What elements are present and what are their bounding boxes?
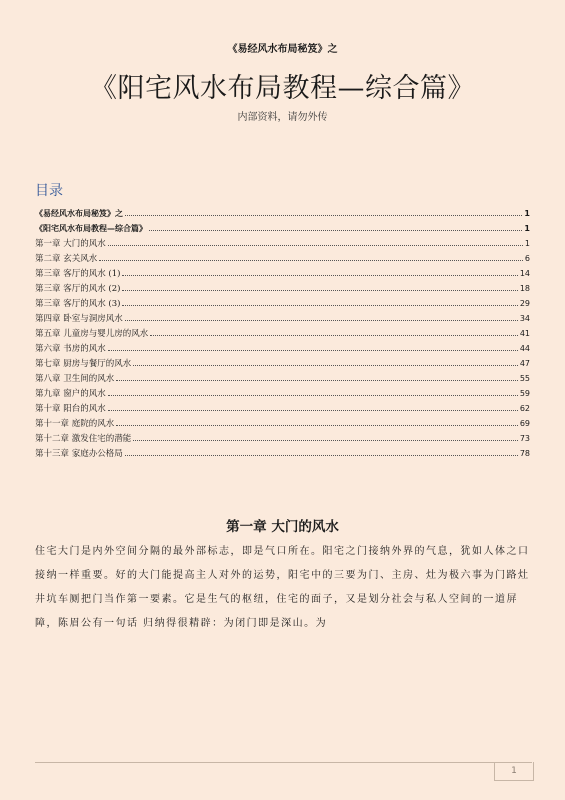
toc-leader-dots [116,380,518,381]
toc-entry[interactable] [35,386,530,401]
toc-entry-page: 59 [519,389,530,398]
toc-entry[interactable] [35,281,530,296]
toc-leader-dots [122,305,517,306]
toc-entry-page: 73 [519,434,530,443]
chapter-title: 第一章 大门的风水 [226,519,339,535]
toc-leader-dots [99,260,523,261]
toc-entry[interactable] [35,326,530,341]
toc-leader-dots [133,440,518,441]
toc-entry-label: 第三章 客厅的风水 (3) [35,299,121,309]
toc-leader-dots [116,425,518,426]
document-title: 《阳宅风水布局教程—综合篇》 [90,73,475,104]
toc-entry-page: 14 [519,269,530,278]
toc-entry[interactable] [35,371,530,386]
toc-entry[interactable] [35,431,530,446]
toc-leader-dots [122,290,517,291]
toc-leader-dots [108,245,523,246]
toc-entry-page: 1 [524,239,530,248]
toc-entry-label: 第三章 客厅的风水 (2) [35,284,121,294]
toc-entry-page: 6 [524,254,530,263]
chapter-body-text: 住宅大门是内外空间分隔的最外部标志，即是气口所在。阳宅之门接纳外界的气息，犹如人体之口接纳一样重要。好的大门能提高主人对外的运势，阳宅中的三要为门、主房、灶为极六事为门路灶井坑车厕把门当作第一要素。它是生气的枢纽，住宅的面子，又是划分社会与私人空间的一道屏障，陈眉公有一句话 归纳得很精辟：为闭门即是深山。为 [35,546,530,629]
page-number: 1 [494,762,534,781]
toc-leader-dots [122,275,517,276]
toc-entry-label: 第一章 大门的风水 [35,239,106,249]
toc-entry[interactable] [35,356,530,371]
toc-entry-label: 《阳宅风水布局教程—综合篇》 [35,224,147,233]
toc-entry[interactable] [35,401,530,416]
document-pre-title: 《易经风水布局秘笈》之 [227,44,338,55]
document-subtitle: 内部资料，请勿外传 [237,112,328,123]
toc-entry-label: 《易经风水布局秘笈》之 [35,209,123,218]
toc-entry-label: 第六章 书房的风水 [35,344,106,354]
footer-rule [35,762,532,763]
toc-entry-label: 第三章 客厅的风水 (1) [35,269,121,279]
toc-entry-label: 第二章 玄关风水 [35,254,98,264]
toc-leader-dots [125,215,522,216]
toc-heading: 目录 [35,183,63,199]
toc-leader-dots [125,320,518,321]
toc-entry-label: 第九章 窗户的风水 [35,389,106,399]
toc-entry-label: 第八章 卫生间的风水 [35,374,115,384]
toc-entry-page: 78 [519,449,530,458]
toc-entry[interactable] [35,251,530,266]
toc-leader-dots [108,410,518,411]
toc-entry-page: 34 [519,314,530,323]
toc-entry[interactable] [35,341,530,356]
toc-leader-dots [108,395,518,396]
toc-entry[interactable] [35,266,530,281]
toc-entry-label: 第十三章 家庭办公格局 [35,449,123,459]
toc-leader-dots [125,455,518,456]
toc-entry-page: 69 [519,419,530,428]
toc-entry[interactable] [35,221,530,236]
toc-entry[interactable] [35,446,530,461]
toc-entry-page: 1 [524,209,530,218]
toc-entry[interactable] [35,236,530,251]
toc-entry-label: 第七章 厨房与餐厅的风水 [35,359,132,369]
table-of-contents [35,206,530,461]
toc-entry-label: 第五章 儿童房与婴儿房的风水 [35,329,149,339]
toc-entry-label: 第四章 卧室与洞房风水 [35,314,123,324]
toc-entry-page: 29 [519,299,530,308]
toc-entry-label: 第十章 阳台的风水 [35,404,106,414]
toc-entry-page: 47 [519,359,530,368]
toc-entry-page: 62 [519,404,530,413]
toc-leader-dots [150,335,518,336]
toc-entry[interactable] [35,206,530,221]
toc-leader-dots [108,350,518,351]
toc-entry-label: 第十二章 激发住宅的潜能 [35,434,132,444]
toc-leader-dots [149,230,522,231]
toc-entry[interactable] [35,416,530,431]
toc-entry-page: 44 [519,344,530,353]
toc-entry[interactable] [35,311,530,326]
toc-entry-page: 18 [519,284,530,293]
toc-entry[interactable] [35,296,530,311]
toc-entry-page: 55 [519,374,530,383]
toc-leader-dots [133,365,518,366]
toc-entry-page: 41 [519,329,530,338]
toc-entry-label: 第十一章 庭院的风水 [35,419,115,429]
toc-entry-page: 1 [524,224,530,233]
